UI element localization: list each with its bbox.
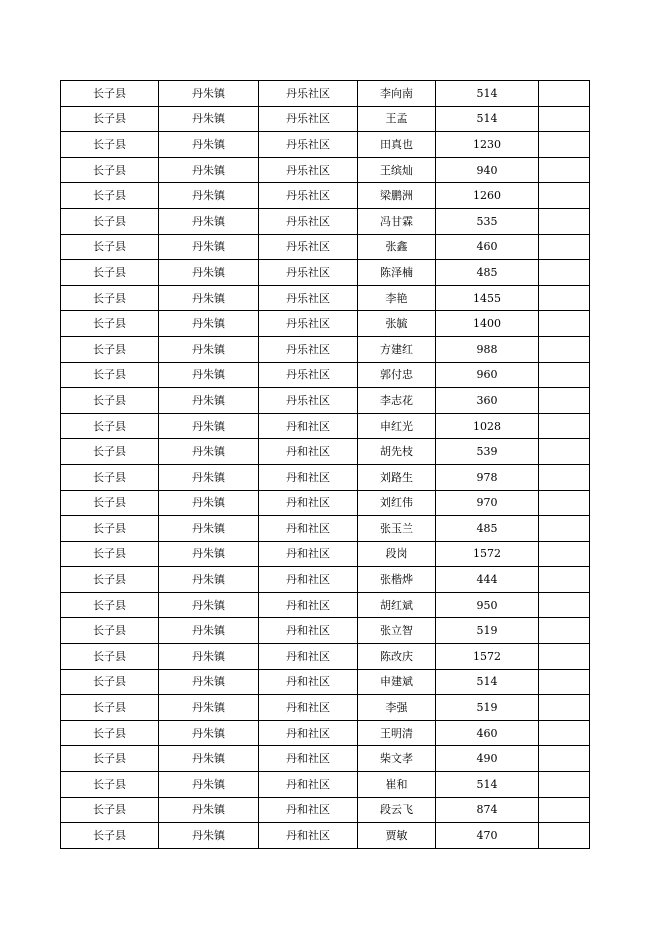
town-cell: 丹朱镇 bbox=[159, 183, 259, 209]
name-cell: 方建红 bbox=[358, 336, 436, 362]
community-cell: 丹和社区 bbox=[259, 772, 358, 798]
name-cell: 李强 bbox=[358, 695, 436, 721]
community-cell: 丹和社区 bbox=[259, 797, 358, 823]
town-cell: 丹朱镇 bbox=[159, 157, 259, 183]
community-cell: 丹和社区 bbox=[259, 439, 358, 465]
community-cell: 丹乐社区 bbox=[259, 311, 358, 337]
note-cell bbox=[539, 592, 590, 618]
amount-cell: 1455 bbox=[436, 285, 539, 311]
county-cell: 长子县 bbox=[61, 592, 159, 618]
town-cell: 丹朱镇 bbox=[159, 541, 259, 567]
county-cell: 长子县 bbox=[61, 157, 159, 183]
community-cell: 丹和社区 bbox=[259, 567, 358, 593]
amount-cell: 1572 bbox=[436, 644, 539, 670]
community-cell: 丹乐社区 bbox=[259, 260, 358, 286]
name-cell: 崔和 bbox=[358, 772, 436, 798]
county-cell: 长子县 bbox=[61, 260, 159, 286]
note-cell bbox=[539, 439, 590, 465]
town-cell: 丹朱镇 bbox=[159, 772, 259, 798]
county-cell: 长子县 bbox=[61, 516, 159, 542]
amount-cell: 514 bbox=[436, 772, 539, 798]
amount-cell: 485 bbox=[436, 260, 539, 286]
community-cell: 丹和社区 bbox=[259, 490, 358, 516]
county-cell: 长子县 bbox=[61, 285, 159, 311]
note-cell bbox=[539, 823, 590, 849]
note-cell bbox=[539, 388, 590, 414]
amount-cell: 514 bbox=[436, 81, 539, 107]
county-cell: 长子县 bbox=[61, 106, 159, 132]
note-cell bbox=[539, 336, 590, 362]
town-cell: 丹朱镇 bbox=[159, 311, 259, 337]
name-cell: 胡先枝 bbox=[358, 439, 436, 465]
table-row bbox=[61, 695, 590, 721]
name-cell: 梁鹏洲 bbox=[358, 183, 436, 209]
amount-cell: 1028 bbox=[436, 413, 539, 439]
community-cell: 丹乐社区 bbox=[259, 132, 358, 158]
amount-cell: 519 bbox=[436, 695, 539, 721]
table-row bbox=[61, 157, 590, 183]
county-cell: 长子县 bbox=[61, 439, 159, 465]
amount-cell: 950 bbox=[436, 592, 539, 618]
table-row bbox=[61, 285, 590, 311]
community-cell: 丹乐社区 bbox=[259, 285, 358, 311]
amount-cell: 535 bbox=[436, 208, 539, 234]
county-cell: 长子县 bbox=[61, 183, 159, 209]
town-cell: 丹朱镇 bbox=[159, 516, 259, 542]
name-cell: 李艳 bbox=[358, 285, 436, 311]
county-cell: 长子县 bbox=[61, 362, 159, 388]
town-cell: 丹朱镇 bbox=[159, 669, 259, 695]
community-cell: 丹和社区 bbox=[259, 823, 358, 849]
note-cell bbox=[539, 260, 590, 286]
community-cell: 丹和社区 bbox=[259, 720, 358, 746]
note-cell bbox=[539, 234, 590, 260]
name-cell: 申建斌 bbox=[358, 669, 436, 695]
table-row bbox=[61, 260, 590, 286]
county-cell: 长子县 bbox=[61, 234, 159, 260]
county-cell: 长子县 bbox=[61, 746, 159, 772]
town-cell: 丹朱镇 bbox=[159, 797, 259, 823]
note-cell bbox=[539, 490, 590, 516]
name-cell: 贾敏 bbox=[358, 823, 436, 849]
county-cell: 长子县 bbox=[61, 208, 159, 234]
name-cell: 张玉兰 bbox=[358, 516, 436, 542]
table-row bbox=[61, 439, 590, 465]
table-row bbox=[61, 132, 590, 158]
amount-cell: 1230 bbox=[436, 132, 539, 158]
name-cell: 田真也 bbox=[358, 132, 436, 158]
county-cell: 长子县 bbox=[61, 797, 159, 823]
amount-cell: 539 bbox=[436, 439, 539, 465]
name-cell: 冯甘霖 bbox=[358, 208, 436, 234]
table-body bbox=[61, 81, 590, 849]
table-row bbox=[61, 362, 590, 388]
data-table bbox=[60, 80, 590, 849]
note-cell bbox=[539, 669, 590, 695]
note-cell bbox=[539, 311, 590, 337]
town-cell: 丹朱镇 bbox=[159, 336, 259, 362]
community-cell: 丹和社区 bbox=[259, 516, 358, 542]
table-row bbox=[61, 720, 590, 746]
community-cell: 丹乐社区 bbox=[259, 157, 358, 183]
name-cell: 张立智 bbox=[358, 618, 436, 644]
name-cell: 柴文孝 bbox=[358, 746, 436, 772]
note-cell bbox=[539, 797, 590, 823]
community-cell: 丹和社区 bbox=[259, 592, 358, 618]
community-cell: 丹和社区 bbox=[259, 644, 358, 670]
town-cell: 丹朱镇 bbox=[159, 464, 259, 490]
county-cell: 长子县 bbox=[61, 541, 159, 567]
town-cell: 丹朱镇 bbox=[159, 490, 259, 516]
note-cell bbox=[539, 208, 590, 234]
name-cell: 王孟 bbox=[358, 106, 436, 132]
county-cell: 长子县 bbox=[61, 669, 159, 695]
note-cell bbox=[539, 644, 590, 670]
amount-cell: 1572 bbox=[436, 541, 539, 567]
note-cell bbox=[539, 285, 590, 311]
amount-cell: 470 bbox=[436, 823, 539, 849]
amount-cell: 514 bbox=[436, 669, 539, 695]
note-cell bbox=[539, 772, 590, 798]
amount-cell: 360 bbox=[436, 388, 539, 414]
name-cell: 张毓 bbox=[358, 311, 436, 337]
table-row bbox=[61, 592, 590, 618]
note-cell bbox=[539, 541, 590, 567]
note-cell bbox=[539, 567, 590, 593]
county-cell: 长子县 bbox=[61, 490, 159, 516]
town-cell: 丹朱镇 bbox=[159, 132, 259, 158]
name-cell: 王明清 bbox=[358, 720, 436, 746]
county-cell: 长子县 bbox=[61, 413, 159, 439]
name-cell: 李志花 bbox=[358, 388, 436, 414]
town-cell: 丹朱镇 bbox=[159, 823, 259, 849]
community-cell: 丹乐社区 bbox=[259, 208, 358, 234]
county-cell: 长子县 bbox=[61, 311, 159, 337]
community-cell: 丹乐社区 bbox=[259, 106, 358, 132]
county-cell: 长子县 bbox=[61, 618, 159, 644]
note-cell bbox=[539, 106, 590, 132]
community-cell: 丹乐社区 bbox=[259, 362, 358, 388]
table-row bbox=[61, 490, 590, 516]
name-cell: 张楷烨 bbox=[358, 567, 436, 593]
town-cell: 丹朱镇 bbox=[159, 644, 259, 670]
table-row bbox=[61, 413, 590, 439]
note-cell bbox=[539, 132, 590, 158]
town-cell: 丹朱镇 bbox=[159, 592, 259, 618]
amount-cell: 1260 bbox=[436, 183, 539, 209]
community-cell: 丹和社区 bbox=[259, 464, 358, 490]
note-cell bbox=[539, 464, 590, 490]
table-row bbox=[61, 567, 590, 593]
table-row bbox=[61, 644, 590, 670]
town-cell: 丹朱镇 bbox=[159, 260, 259, 286]
note-cell bbox=[539, 618, 590, 644]
amount-cell: 444 bbox=[436, 567, 539, 593]
note-cell bbox=[539, 183, 590, 209]
community-cell: 丹和社区 bbox=[259, 541, 358, 567]
table-row bbox=[61, 388, 590, 414]
name-cell: 刘红伟 bbox=[358, 490, 436, 516]
amount-cell: 960 bbox=[436, 362, 539, 388]
name-cell: 段岗 bbox=[358, 541, 436, 567]
table-row bbox=[61, 541, 590, 567]
community-cell: 丹乐社区 bbox=[259, 336, 358, 362]
note-cell bbox=[539, 720, 590, 746]
county-cell: 长子县 bbox=[61, 464, 159, 490]
table-row bbox=[61, 746, 590, 772]
amount-cell: 988 bbox=[436, 336, 539, 362]
table-row bbox=[61, 81, 590, 107]
county-cell: 长子县 bbox=[61, 644, 159, 670]
amount-cell: 460 bbox=[436, 234, 539, 260]
community-cell: 丹和社区 bbox=[259, 413, 358, 439]
name-cell: 张鑫 bbox=[358, 234, 436, 260]
name-cell: 申红光 bbox=[358, 413, 436, 439]
table-row bbox=[61, 823, 590, 849]
town-cell: 丹朱镇 bbox=[159, 81, 259, 107]
table-row bbox=[61, 336, 590, 362]
amount-cell: 514 bbox=[436, 106, 539, 132]
name-cell: 王缤灿 bbox=[358, 157, 436, 183]
county-cell: 长子县 bbox=[61, 772, 159, 798]
community-cell: 丹和社区 bbox=[259, 669, 358, 695]
name-cell: 刘路生 bbox=[358, 464, 436, 490]
amount-cell: 490 bbox=[436, 746, 539, 772]
note-cell bbox=[539, 362, 590, 388]
name-cell: 陈泽楠 bbox=[358, 260, 436, 286]
table-row bbox=[61, 516, 590, 542]
community-cell: 丹和社区 bbox=[259, 746, 358, 772]
county-cell: 长子县 bbox=[61, 132, 159, 158]
amount-cell: 970 bbox=[436, 490, 539, 516]
community-cell: 丹乐社区 bbox=[259, 234, 358, 260]
table-row bbox=[61, 669, 590, 695]
amount-cell: 978 bbox=[436, 464, 539, 490]
community-cell: 丹和社区 bbox=[259, 618, 358, 644]
name-cell: 胡红斌 bbox=[358, 592, 436, 618]
county-cell: 长子县 bbox=[61, 567, 159, 593]
table-row bbox=[61, 618, 590, 644]
community-cell: 丹乐社区 bbox=[259, 81, 358, 107]
table-row bbox=[61, 772, 590, 798]
note-cell bbox=[539, 81, 590, 107]
amount-cell: 940 bbox=[436, 157, 539, 183]
amount-cell: 485 bbox=[436, 516, 539, 542]
community-cell: 丹乐社区 bbox=[259, 183, 358, 209]
town-cell: 丹朱镇 bbox=[159, 285, 259, 311]
table-row bbox=[61, 311, 590, 337]
county-cell: 长子县 bbox=[61, 336, 159, 362]
county-cell: 长子县 bbox=[61, 720, 159, 746]
town-cell: 丹朱镇 bbox=[159, 234, 259, 260]
table-row bbox=[61, 234, 590, 260]
community-cell: 丹和社区 bbox=[259, 695, 358, 721]
town-cell: 丹朱镇 bbox=[159, 362, 259, 388]
town-cell: 丹朱镇 bbox=[159, 388, 259, 414]
town-cell: 丹朱镇 bbox=[159, 439, 259, 465]
amount-cell: 1400 bbox=[436, 311, 539, 337]
town-cell: 丹朱镇 bbox=[159, 618, 259, 644]
county-cell: 长子县 bbox=[61, 695, 159, 721]
table-row bbox=[61, 106, 590, 132]
note-cell bbox=[539, 516, 590, 542]
community-cell: 丹乐社区 bbox=[259, 388, 358, 414]
town-cell: 丹朱镇 bbox=[159, 746, 259, 772]
name-cell: 段云飞 bbox=[358, 797, 436, 823]
note-cell bbox=[539, 413, 590, 439]
table-row bbox=[61, 464, 590, 490]
name-cell: 陈改庆 bbox=[358, 644, 436, 670]
note-cell bbox=[539, 695, 590, 721]
town-cell: 丹朱镇 bbox=[159, 567, 259, 593]
amount-cell: 874 bbox=[436, 797, 539, 823]
table-row bbox=[61, 183, 590, 209]
table-row bbox=[61, 208, 590, 234]
county-cell: 长子县 bbox=[61, 81, 159, 107]
town-cell: 丹朱镇 bbox=[159, 695, 259, 721]
name-cell: 李向南 bbox=[358, 81, 436, 107]
town-cell: 丹朱镇 bbox=[159, 106, 259, 132]
amount-cell: 460 bbox=[436, 720, 539, 746]
town-cell: 丹朱镇 bbox=[159, 413, 259, 439]
note-cell bbox=[539, 746, 590, 772]
name-cell: 郭付忠 bbox=[358, 362, 436, 388]
county-cell: 长子县 bbox=[61, 823, 159, 849]
table-row bbox=[61, 797, 590, 823]
county-cell: 长子县 bbox=[61, 388, 159, 414]
town-cell: 丹朱镇 bbox=[159, 720, 259, 746]
note-cell bbox=[539, 157, 590, 183]
amount-cell: 519 bbox=[436, 618, 539, 644]
town-cell: 丹朱镇 bbox=[159, 208, 259, 234]
